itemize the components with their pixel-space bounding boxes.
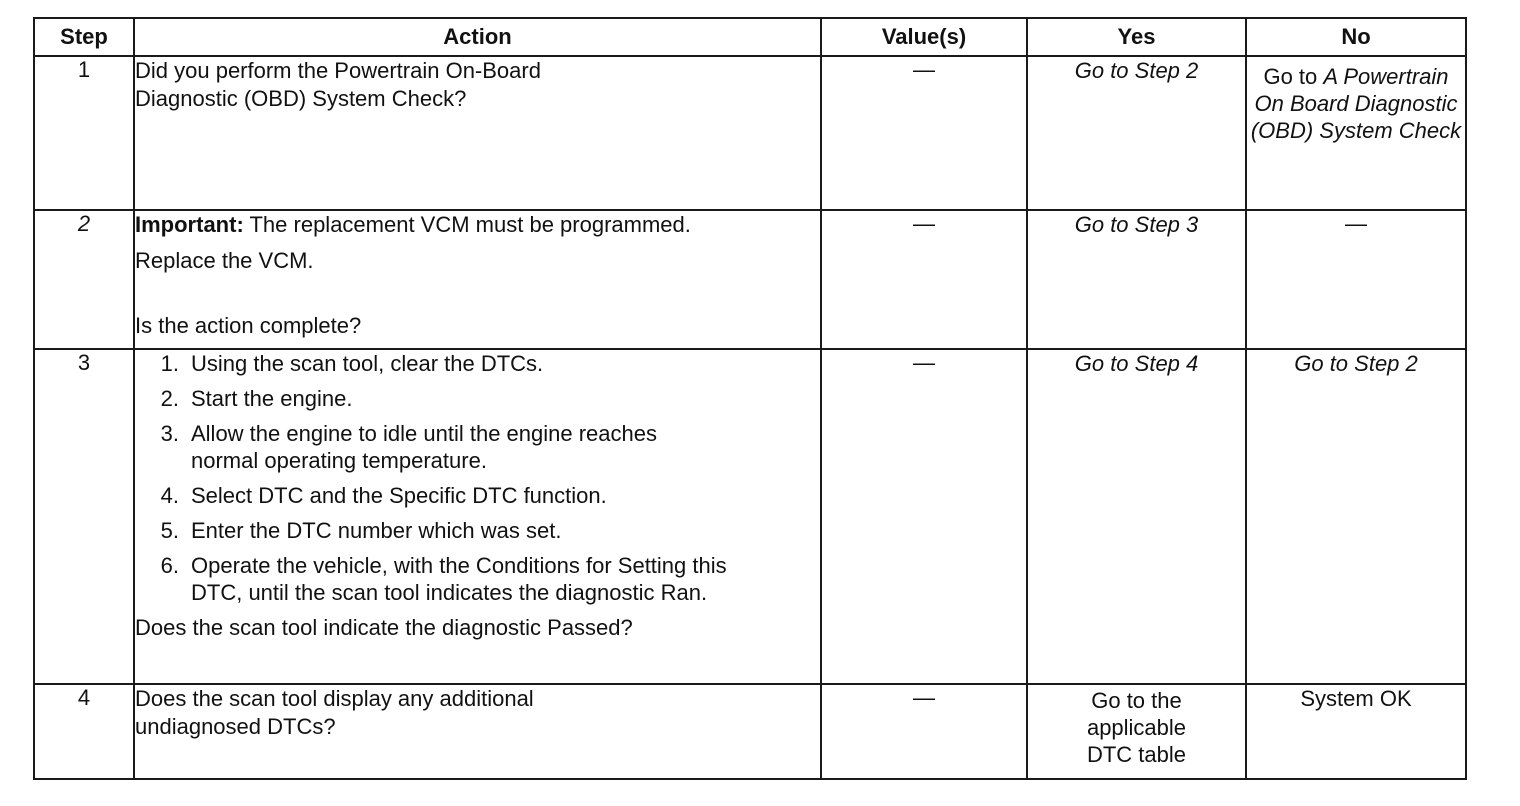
value-dash: — (913, 57, 935, 82)
action-text (134, 210, 821, 349)
action-text (134, 56, 821, 210)
header-no: No (1246, 18, 1466, 56)
important-label: Important: (135, 212, 244, 237)
no-dash: — (1345, 211, 1367, 236)
no-cell (1246, 684, 1466, 779)
substep-number: 6. (160, 553, 179, 578)
step-number: 2 (34, 210, 134, 349)
important-note (135, 211, 820, 239)
list-item (135, 482, 820, 509)
list-item (135, 552, 820, 606)
important-text: The replacement VCM must be programmed. (249, 212, 691, 237)
substep-number: 3. (160, 421, 179, 446)
action-text (134, 349, 821, 684)
yes-goto-link[interactable]: Go to the applicable DTC table (1086, 688, 1187, 767)
yes-goto-link[interactable]: Go to Step 3 (1074, 212, 1199, 237)
yes-goto-link[interactable]: Go to Step 4 (1074, 351, 1199, 376)
step-number: 3 (34, 349, 134, 684)
no-goto-link[interactable]: Go to Step 2 (1294, 351, 1418, 376)
table-row (34, 56, 1466, 210)
substep-text: Select DTC and the Specific DTC function. (191, 483, 607, 508)
action-question: Is the action complete? (135, 313, 362, 338)
no-cell (1246, 210, 1466, 349)
no-result: System OK (1300, 686, 1412, 711)
substep-list (135, 350, 820, 606)
list-item (135, 517, 820, 544)
substep-number: 5. (160, 518, 179, 543)
value-cell (821, 349, 1027, 684)
no-goto-prefix: Go to (1263, 64, 1318, 89)
action-question: Does the scan tool indicate the diagnostic Passed? (135, 615, 633, 640)
action-text (134, 684, 821, 779)
yes-cell (1027, 210, 1246, 349)
list-item (135, 385, 820, 412)
substep-text: Using the scan tool, clear the DTCs. (191, 351, 544, 376)
no-goto-link[interactable]: A Powertrain On Board Diagnostic (OBD) System Check (1250, 64, 1462, 143)
no-cell (1246, 349, 1466, 684)
table-header-row (34, 18, 1466, 56)
substep-text: Enter the DTC number which was set. (191, 518, 562, 543)
header-step: Step (34, 18, 134, 56)
list-item (135, 420, 820, 474)
no-cell (1246, 56, 1466, 210)
action-question: Does the scan tool display any additional undiagnosed DTCs? (135, 686, 534, 739)
header-values: Value(s) (821, 18, 1027, 56)
substep-text: Operate the vehicle, with the Conditions for Setting this DTC, until the scan tool indicates the diagnostic Ran. (191, 553, 727, 605)
value-dash: — (913, 685, 935, 710)
value-cell (821, 210, 1027, 349)
step-number: 1 (34, 56, 134, 210)
yes-cell (1027, 349, 1246, 684)
substep-number: 1. (160, 351, 179, 376)
header-action: Action (134, 18, 821, 56)
value-cell (821, 56, 1027, 210)
list-item (135, 350, 820, 377)
table-row (34, 684, 1466, 779)
step-number: 4 (34, 684, 134, 779)
substep-text: Allow the engine to idle until the engine reaches normal operating temperature. (191, 421, 657, 473)
value-cell (821, 684, 1027, 779)
value-dash: — (913, 211, 935, 236)
substep-number: 4. (160, 483, 179, 508)
table-row (34, 349, 1466, 684)
action-question: Did you perform the Powertrain On-Board Diagnostic (OBD) System Check? (135, 58, 541, 111)
value-dash: — (913, 350, 935, 375)
substep-text: Start the engine. (191, 386, 353, 411)
yes-goto-link[interactable]: Go to Step 2 (1074, 58, 1199, 83)
action-instruction: Replace the VCM. (135, 248, 314, 273)
table-row (34, 210, 1466, 349)
header-yes: Yes (1027, 18, 1246, 56)
diagnostic-table (33, 17, 1467, 780)
yes-cell (1027, 684, 1246, 779)
substep-number: 2. (160, 386, 179, 411)
yes-cell (1027, 56, 1246, 210)
